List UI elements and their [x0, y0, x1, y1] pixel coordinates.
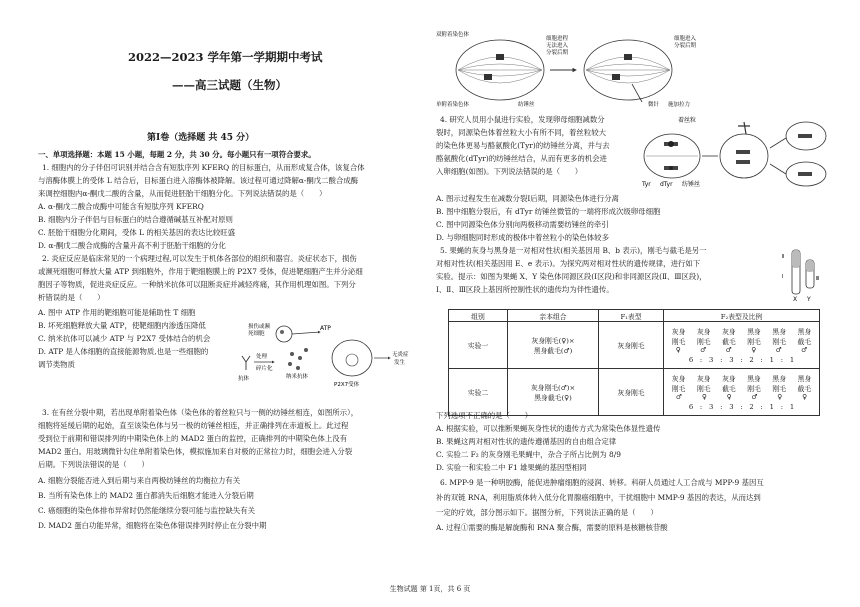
fig3-progress-label: 细胞进程: [546, 36, 569, 42]
fig2-fragment-label: 碎片化: [256, 366, 273, 372]
chrom-x-label: X: [793, 296, 798, 302]
fig3-double-label: 双附着染色体: [436, 32, 470, 38]
target-cell-icon: [332, 340, 372, 376]
f2-sex: ♀: [802, 393, 808, 401]
exam-subtitle: ——高三试题（生物）: [172, 78, 287, 92]
q5-table: [448, 309, 820, 416]
parents-line: 黑身截毛(♀): [534, 394, 572, 402]
f2-sex-row: [666, 393, 817, 401]
spindle-cell-left: [456, 40, 544, 100]
q5-question: 下列选项不正确的是（ ）: [436, 411, 533, 420]
f2-sex: ♀: [701, 393, 707, 401]
q2-figure: [234, 322, 418, 390]
f2-pheno: 灰身截毛: [722, 328, 736, 346]
table-header: 组别: [449, 310, 508, 322]
q3-line: 后期。下列说法错误的是（ ）: [38, 460, 149, 469]
q6-line: 补的双链 RNA，利用脂质体转入低分化胃腺癌细胞中，干扰细胞中 MMP-9 基因的表达，从而达到: [436, 493, 761, 502]
table-header: 亲本组合: [508, 310, 599, 322]
fig4-dtyr-label: dTyr: [660, 181, 673, 188]
fig4-centromere-label: 着丝粒: [678, 117, 697, 124]
xy-chromosome-figure: [780, 246, 824, 302]
table-row: [449, 369, 820, 416]
q4-line: 裂时，同源染色体着丝粒大小有所不同，着丝粒较大: [436, 128, 606, 137]
q3-option-d: D. MAD2 蛋白功能异常，细胞将在染色体错误排列时停止在分裂中期: [38, 521, 267, 530]
f2-pheno: 灰身刚毛: [696, 375, 711, 393]
q2-line: 或濒死细胞可释放大量 ATP 到细胞外，作用于靶细胞膜上的 P2X7 受体，促进靶细胞产生并分泌细: [38, 267, 363, 276]
spindle-cell-right: [584, 40, 672, 102]
q2-line: 2. 炎症反应是临床常见的一个病理过程,可以发生于机体各部位的组织和器官。炎症状态下，损伤: [42, 254, 357, 263]
section-instruction: 一、单项选择题：本题 15 小题，每题 2 分，共 30 分。每小题只有一项符合要求。: [38, 150, 316, 159]
q5-option-c: C. 实验二 F₂ 的灰身刚毛果蝇中，杂合子所占比例为 8/9: [436, 450, 621, 459]
meiosis-cell-3: [786, 122, 826, 186]
q3-line: 3. 在有丝分裂中期，若出现单附着染色体（染色体的着丝粒只与一侧的纺锤丝相连，如图所示），: [42, 408, 359, 417]
f1-cell: 灰身刚毛: [599, 322, 664, 369]
f2-pheno: 灰身刚毛: [671, 375, 686, 393]
f1-cell: 灰身刚毛: [599, 369, 664, 416]
q4-line: 4. 研究人员用小鼠进行实验，发现卵母细胞减数分: [440, 115, 605, 124]
q4-option-c: C. 图中同源染色体分别向两极移动需要纺锤丝的牵引: [436, 220, 609, 229]
q4-figure: [640, 112, 828, 188]
f2-sex: ♂: [775, 346, 782, 354]
f2-sex-row: [666, 346, 817, 354]
f2-sex: ♂: [801, 346, 808, 354]
fig3-force-label: 施加拉力: [668, 102, 691, 108]
q5-line: 对相对性状(相关基因用 E、e 表示)。为探究两对相对性状的遗传规律，进行如下: [436, 259, 701, 268]
q3-line: 受到位于前期和错误排列的中期染色体上的 MAD2 蛋白的监控，正确排列的中期染色体上没有: [38, 434, 348, 443]
antibody-icon: [242, 356, 250, 370]
q4-option-a: A. 图示过程发生在减数分裂Ⅰ后期，同源染色体进行分离: [436, 194, 619, 203]
table-header: F₁表型: [599, 310, 664, 322]
fig3-enter-label: 细胞进入: [674, 36, 697, 42]
fig3-single-label: 单附着染色体: [436, 102, 470, 108]
f2-sex: ♂: [751, 393, 758, 401]
fig3-progress-label2: 无法进入: [546, 43, 569, 49]
f2-pheno: 灰身刚毛: [671, 328, 686, 346]
fig2-nano-label: 纳米抗体: [286, 374, 309, 380]
damaged-cell-icon: [276, 326, 292, 342]
f2-cell: [664, 322, 820, 369]
fig4-tyr-label: Tyr: [642, 181, 651, 188]
group-cell: 实验二: [449, 369, 508, 416]
q3-option-c: C. 癌细胞的染色体排布异常时仍然能继续分裂可能与监控缺失有关: [38, 506, 256, 515]
f2-pheno: 黑身刚毛: [772, 328, 786, 346]
q4-option-b: B. 图中细胞分裂后，有 dTyr 纺锤丝微管的一端将形成次级卵母细胞: [436, 207, 661, 216]
f2-pheno-row: [666, 373, 817, 393]
chrom-region-2: Ⅱ: [782, 254, 785, 260]
fig2-process-label: 处理: [256, 354, 268, 360]
table-header: F₂表型及比例: [664, 310, 820, 322]
q1-line: 1. 细胞内的分子伴侣可识别并结合含有短肽序列 KFERQ 的目标蛋白，从而形成复合体，该复合体: [42, 163, 365, 172]
f2-ratio: 6 : 3 : 3 : 2 : 1 : 1: [688, 403, 795, 411]
q5-option-b: B. 果蝇这两对相对性状的遗传遵循基因的自由组合定律: [436, 437, 617, 446]
q2-option-d-cont: 调节类物质: [38, 360, 75, 369]
q2-option-b: B. 坏死细胞释放大量 ATP，使靶细胞内渗透压降低: [38, 321, 206, 330]
q2-option-c: C. 纳米抗体可以减少 ATP 与 P2X7 受体结合的机会: [38, 334, 211, 343]
q1-option-b: B. 细胞内分子伴侣与目标蛋白的结合遵循碱基互补配对原则: [38, 215, 233, 224]
meiosis-cell-2: [720, 122, 768, 178]
f2-sex: ♀: [726, 393, 732, 401]
fig2-outcome-label2: 发生: [394, 360, 406, 366]
f2-pheno-row: [666, 326, 817, 346]
q2-option-a: A. 图中 ATP 作用的靶细胞可能是辅助性 T 细胞: [38, 308, 196, 317]
exam-title: 2022—2023 学年第一学期期中考试: [128, 50, 323, 64]
q2-option-d: D. ATP 是人体细胞的直接能源物质,也是一些细胞的: [38, 347, 209, 356]
q1-line: 来调控细胞内α-酮戊二酸的含量，从而促进胚胎干细胞分化。下列说法错误的是（ ）: [38, 189, 327, 198]
q1-line: 与溶酶体膜上的受体 L 结合后，目标蛋白进入溶酶体被降解。该过程可通过降解α-酮戊二酸合成酶: [38, 176, 359, 185]
q6-line: 6. MPP-9 是一种明胶酶，能促进肿瘤细胞的浸润、转移。科研人员通过人工合成与 MPP-9 基因互: [440, 478, 764, 487]
f2-ratio: 6 : 3 : 3 : 2 : 1 : 1: [688, 356, 795, 364]
fig3-progress-label3: 分裂后期: [546, 50, 569, 56]
parents-line: 黑身截毛(♂): [533, 347, 573, 355]
parents-line: 灰身刚毛(♂)×: [530, 384, 576, 392]
f2-pheno: 黑身刚毛: [747, 375, 761, 393]
q3-spindle-figure: [436, 28, 704, 110]
fig3-enter-label2: 分裂后期: [674, 43, 697, 49]
fig2-antibody-label: 抗体: [238, 376, 250, 382]
q1-option-d: D. α-酮戊二酸合成酶的含量升高不利于胚胎干细胞的分化: [38, 241, 226, 250]
page-footer: 生物试题 第 1页，共 6 页: [389, 585, 471, 593]
q6-option-a: A. 过程①需要的酶是解旋酶和 RNA 聚合酶，需要的原料是核糖核苷酸: [436, 523, 668, 532]
parents-cell: [508, 369, 599, 416]
f2-sex: ♀: [777, 393, 783, 401]
fig2-atp-label: ATP: [320, 325, 331, 332]
f2-pheno: 灰身刚毛: [696, 328, 711, 346]
fig2-damaged-label2: 死细胞: [248, 331, 265, 337]
f2-pheno: 黑身刚毛: [772, 375, 786, 393]
f2-pheno: 灰身截毛: [722, 375, 736, 393]
fig2-outcome-label: 无炎症: [392, 352, 409, 358]
q3-line: 细胞将延缓后期的起始，直至该染色体与另一极的纺锤丝相连，并正确排列在赤道板上。此过程: [38, 421, 349, 430]
chrom-region-3: Ⅲ: [816, 276, 820, 282]
q6-line: 一定的疗效，部分图示如下。据图分析，下列说法正确的是（ ）: [436, 508, 658, 517]
q4-option-d: D. 与卵细胞同时形成的极体中着丝粒小的染色体较多: [436, 233, 609, 242]
f2-sex: ♀: [675, 346, 681, 354]
nanobody-cluster-icon: [288, 348, 308, 370]
q4-line: 酪氨酸化(dTyr)的纺锤丝结合，从而有更多的机会进: [436, 154, 607, 163]
fig3-needle-label: 微针: [648, 102, 660, 108]
f2-sex: ♂: [700, 346, 707, 354]
q5-option-d: D. 实验一和实验二中 F1 雄果蝇的基因型相同: [436, 463, 587, 472]
q4-line: 入卵细胞(如图)。下列说法错误的是（ ）: [436, 167, 583, 176]
q4-line: 的染色体更易与酪氨酸化(Tyr)的纺锤丝分离，并与去: [436, 141, 610, 150]
fig2-damaged-label: 损伤或濒: [248, 324, 271, 330]
f2-cell: [664, 369, 820, 416]
q2-line: 胞因子等物质，促进炎症反应。一种纳米抗体可以阻断炎症并减轻疼痛，其作用机理如图。下列分: [38, 280, 356, 289]
table-header-row: [449, 310, 820, 322]
group-cell: 实验一: [449, 322, 508, 369]
q1-option-a: A. α-酮戊二酸合成酶中可能含有短肽序列 KFERQ: [38, 202, 204, 211]
table-row: [449, 322, 820, 369]
q1-option-c: C. 胚胎干细胞分化期间，受体 L 的相关基因的表达比较旺盛: [38, 228, 236, 237]
f2-sex: ♂: [675, 393, 682, 401]
q2-line: 析错误的是（ ）: [38, 293, 105, 302]
q3-option-b: B. 当所有染色体上的 MAD2 蛋白都消失后细胞才能进入分裂后期: [38, 491, 254, 500]
parents-line: 灰身刚毛(♀)×: [531, 337, 575, 345]
fig4-spindle-label: 纺锤丝: [682, 181, 701, 188]
f2-sex: ♀: [751, 346, 757, 354]
q3-line: MAD2 蛋白。用玻璃微针勾住单附着染色体，模拟施加来自对极的正常拉力时，细胞会进入分裂: [38, 447, 353, 456]
f2-pheno: 黑身刚毛: [747, 328, 761, 346]
parents-cell: [508, 322, 599, 369]
chrom-region-1: Ⅰ: [782, 274, 784, 280]
q3-option-a: A. 细胞分裂能否进入到后期与来自两极纺锤丝的均衡拉力有关: [38, 476, 241, 485]
q5-line: 实验。提示：如图为果蝇 X、Y 染色体同源区段(Ⅰ区段)和非同源区段(Ⅱ、Ⅲ区段)，: [436, 272, 707, 281]
section-heading: 第Ⅰ卷（选择题 共 45 分）: [147, 133, 255, 143]
q5-line: 5. 果蝇的灰身与黑身是一对相对性状(相关基因用 B、b 表示)，刚毛与截毛是另一: [440, 246, 707, 255]
chrom-y-label: Y: [807, 296, 811, 302]
fig3-spindle-label: 纺锤丝: [518, 102, 535, 108]
fig2-receptor-label: P2X7受体: [334, 382, 360, 388]
f2-sex: ♂: [725, 346, 732, 354]
q5-option-a: A. 根据实验，可以推断果蝇灰身性状的遗传方式为常染色体显性遗传: [436, 424, 661, 433]
f2-pheno: 黑身截毛: [797, 328, 812, 346]
q5-line: Ⅰ、Ⅱ、Ⅲ区段上基因所控制性状的遗传均为伴性遗传。: [436, 285, 614, 294]
f2-pheno: 黑身截毛: [797, 375, 812, 393]
meiosis-cell-1: [644, 134, 700, 178]
